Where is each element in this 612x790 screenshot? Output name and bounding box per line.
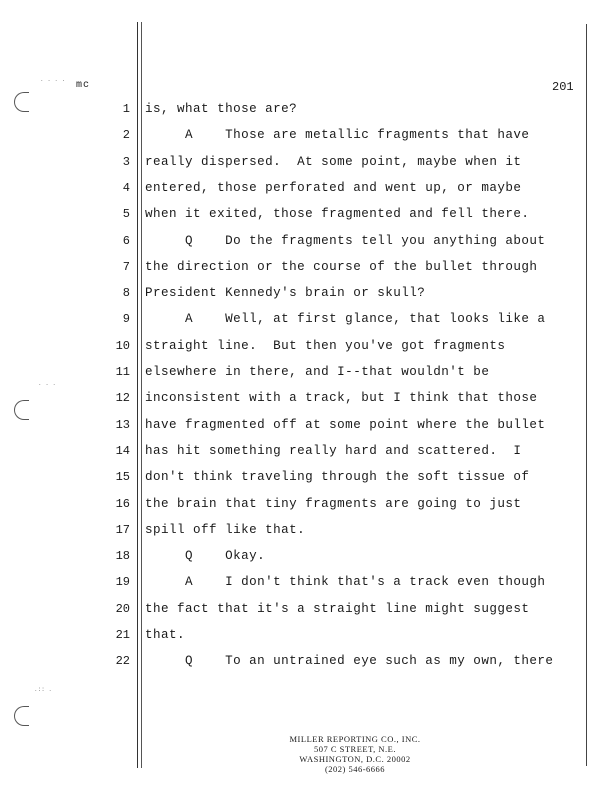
line-number: 19: [115, 575, 130, 590]
transcript-line: [0, 464, 612, 490]
line-text: elsewhere in there, and I--that wouldn't be: [145, 365, 490, 379]
line-text: inconsistent with a track, but I think that those: [145, 391, 538, 406]
transcript-line: [0, 228, 612, 254]
line-number: 9: [122, 312, 130, 327]
transcript-line: [0, 412, 612, 438]
transcript-line: [0, 438, 612, 464]
line-number: 20: [115, 601, 130, 616]
line-text: the brain that tiny fragments are going to just: [145, 496, 522, 511]
transcript-line: [0, 517, 612, 543]
line-number: 4: [122, 180, 130, 195]
transcript-line: [0, 491, 612, 517]
line-text: has hit something really hard and scattered. I: [145, 443, 522, 458]
line-text: really dispersed. At some point, maybe when it: [145, 154, 522, 169]
transcript-line: [0, 596, 612, 622]
line-text: have fragmented off at some point where the bullet: [145, 417, 546, 432]
transcript-line: [0, 306, 612, 332]
reporter-footer: [270, 734, 440, 774]
transcript-line: [0, 622, 612, 648]
transcript-line: [0, 280, 612, 306]
line-text: entered, those perforated and went up, or maybe: [145, 180, 522, 195]
transcript-line: [0, 122, 612, 148]
line-text: President Kennedy's brain or skull?: [145, 286, 426, 301]
line-number: 17: [115, 522, 130, 537]
line-number: 8: [122, 286, 130, 301]
line-text: when it exited, those fragmented and fell there.: [145, 207, 530, 222]
transcript-line: [0, 201, 612, 227]
line-text: straight line. But then you've got fragments: [145, 338, 506, 353]
line-text: A Well, at first glance, that looks like a: [145, 312, 546, 327]
line-number: 3: [122, 154, 130, 169]
reporter-initials: mc: [76, 80, 91, 91]
line-text: the fact that it's a straight line might suggest: [145, 601, 530, 616]
transcript-line: [0, 96, 612, 122]
page-number: 201: [552, 80, 574, 94]
line-number: 16: [115, 496, 130, 511]
transcript-line: [0, 648, 612, 674]
transcript-line: [0, 254, 612, 280]
line-text: Q To an untrained eye such as my own, there: [145, 654, 554, 669]
transcript-line: [0, 543, 612, 569]
transcript-line: [0, 149, 612, 175]
scan-speck: . . . .: [40, 76, 66, 83]
line-number: 7: [122, 259, 130, 274]
footer-street: 507 C STREET, N.E.: [313, 744, 397, 754]
line-number: 14: [115, 443, 130, 458]
scan-speck: . . .: [38, 380, 57, 387]
footer-phone: (202) 546-6666: [324, 764, 386, 774]
line-number: 6: [122, 233, 130, 248]
footer-city: WASHINGTON, D.C. 20002: [299, 754, 411, 764]
line-text: don't think traveling through the soft tissue of: [145, 470, 530, 485]
transcript-line: [0, 359, 612, 385]
line-number: 21: [115, 628, 130, 642]
line-number: 1: [122, 102, 130, 116]
line-number: 10: [115, 338, 130, 353]
transcript-line: [0, 333, 612, 359]
line-number: 15: [115, 470, 130, 485]
line-number: 5: [122, 207, 130, 222]
line-text: spill off like that.: [145, 522, 306, 537]
line-number: 2: [122, 128, 130, 143]
line-number: 12: [115, 391, 130, 406]
line-number: 22: [115, 654, 130, 669]
punch-hole-icon: [14, 706, 29, 726]
line-text: A Those are metallic fragments that have: [145, 128, 530, 143]
transcript-line: [0, 175, 612, 201]
scan-speck: .:: .: [34, 686, 53, 693]
footer-company: MILLER REPORTING CO., INC.: [289, 734, 421, 744]
line-text: A I don't think that's a track even though: [145, 575, 546, 590]
line-text: Q Do the fragments tell you anything about: [145, 233, 546, 248]
transcript-line: [0, 385, 612, 411]
line-text: is, what those are?: [145, 102, 298, 116]
transcript-line: [0, 569, 612, 595]
line-text: Q Okay.: [145, 549, 266, 564]
line-text: the direction or the course of the bullet through: [145, 259, 538, 274]
line-number: 18: [115, 549, 130, 564]
line-number: 11: [115, 365, 130, 379]
line-number: 13: [115, 417, 130, 432]
line-text: that.: [145, 628, 186, 642]
